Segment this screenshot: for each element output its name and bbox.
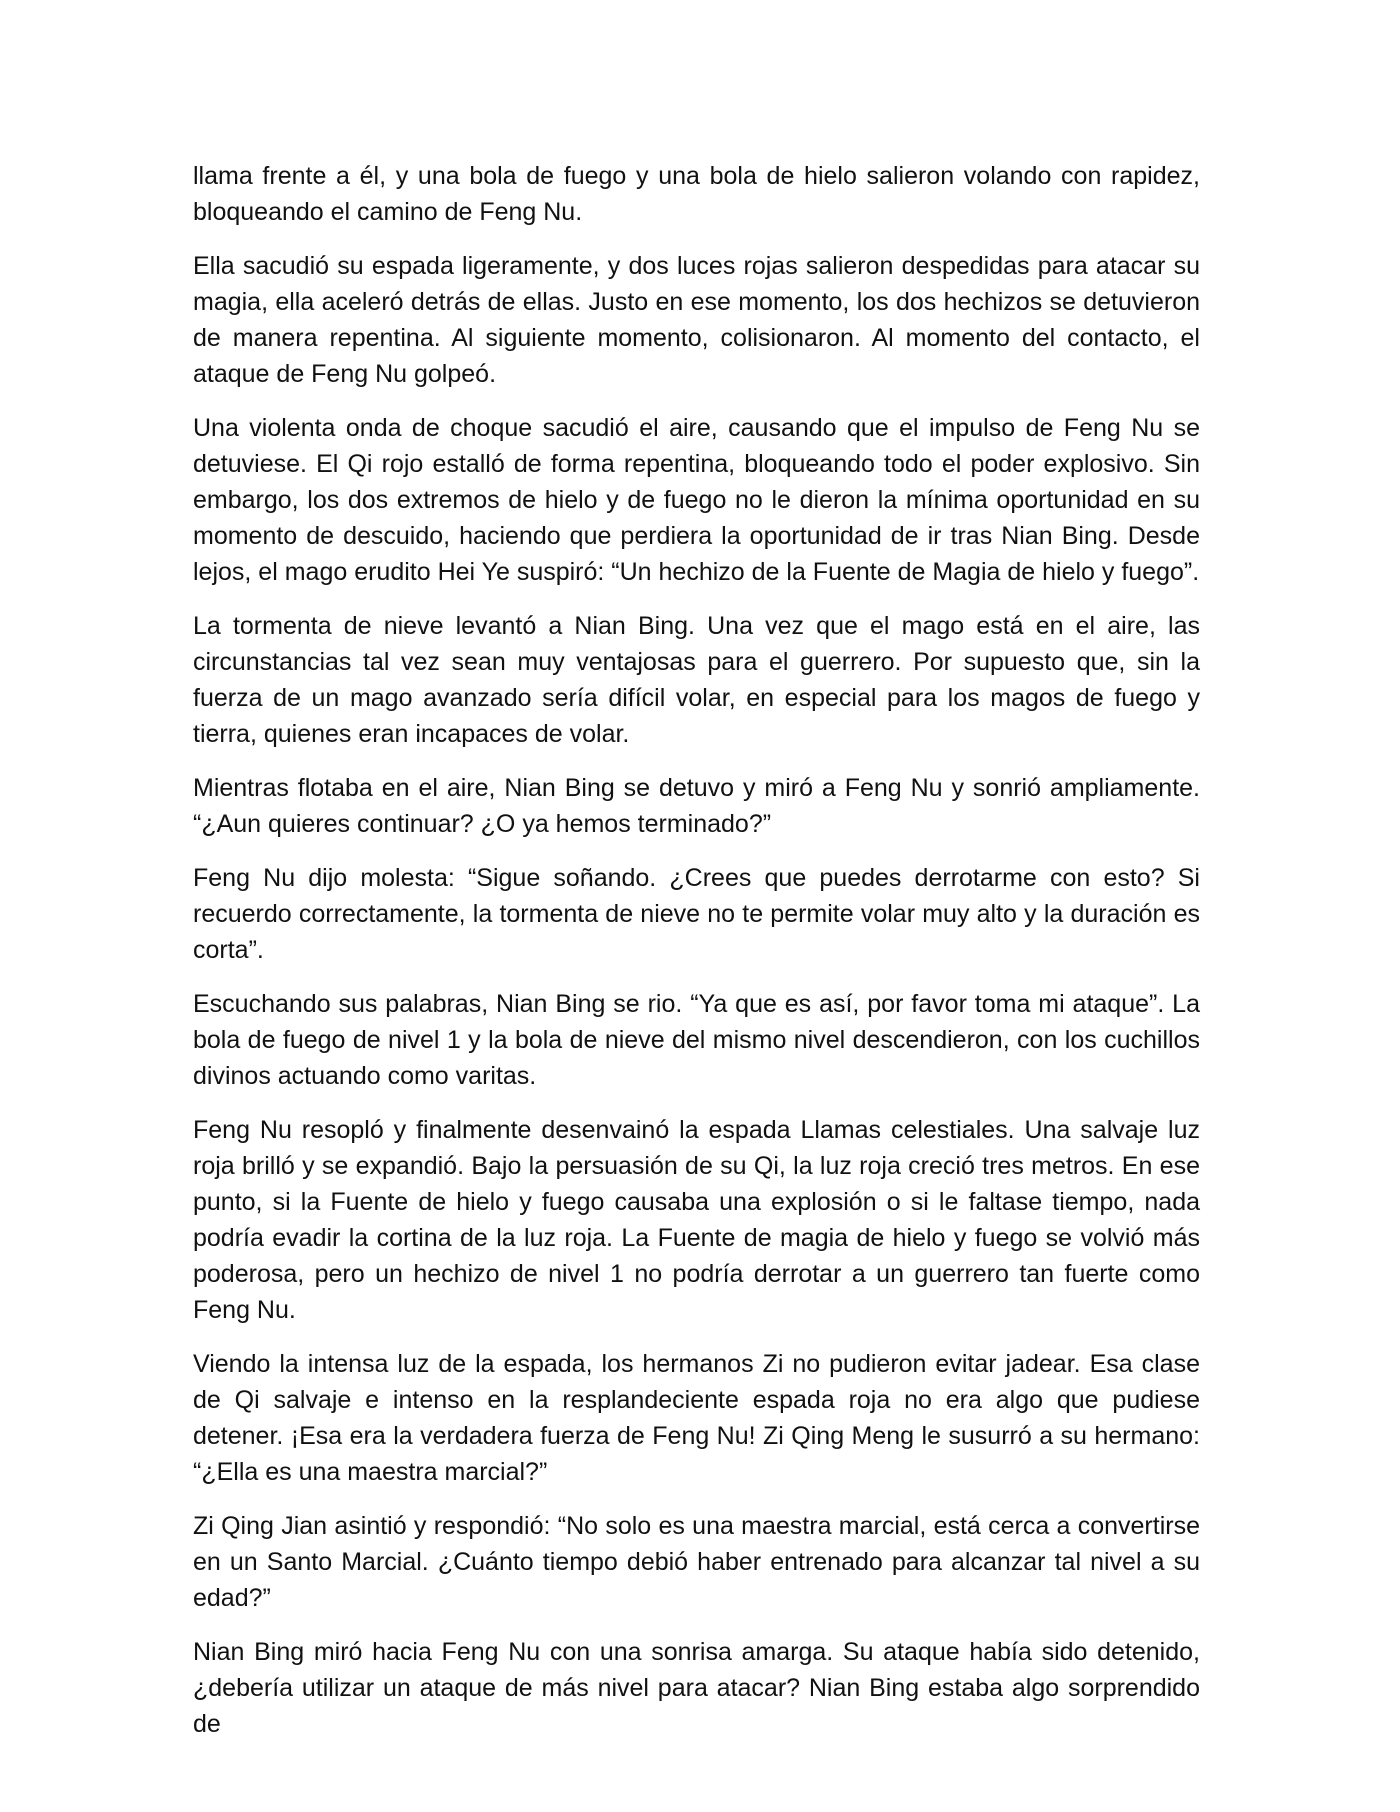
paragraph: Feng Nu resopló y finalmente desenvainó la espada Llamas celestiales. Una salvaje luz roja brilló y se expandió. Bajo la persuasión de su Qi, la luz roja creció tres metros. En ese punto, si la Fuente de hielo y fuego causaba una explosión o si le faltase tiempo, nada podría evadir la cortina de la luz roja. La Fuente de magia de hielo y fuego se volvió más poderosa, pero un hechizo de nivel 1 no podría derrotar a un guerrero tan fuerte como Feng Nu. <box>193 1116 1200 1324</box>
body-text <box>193 158 1200 1760</box>
paragraph: Feng Nu dijo molesta: “Sigue soñando. ¿Crees que puedes derrotarme con esto? Si recuerdo correctamente, la tormenta de nieve no te permite volar muy alto y la duración es corta”. <box>193 864 1200 964</box>
paragraph: Escuchando sus palabras, Nian Bing se rio. “Ya que es así, por favor toma mi ataque”. La bola de fuego de nivel 1 y la bola de nieve del mismo nivel descendieron, con los cuchillos divinos actuando como varitas. <box>193 990 1200 1090</box>
paragraph: Viendo la intensa luz de la espada, los hermanos Zi no pudieron evitar jadear. Esa clase de Qi salvaje e intenso en la resplandeciente espada roja no era algo que pudiese detener. ¡Esa era la verdadera fuerza de Feng Nu! Zi Qing Meng le susurró a su hermano: “¿Ella es una maestra marcial?” <box>193 1350 1200 1486</box>
paragraph: Ella sacudió su espada ligeramente, y dos luces rojas salieron despedidas para atacar su magia, ella aceleró detrás de ellas. Justo en ese momento, los dos hechizos se detuvieron de manera repentina. Al siguiente momento, colisionaron. Al momento del contacto, el ataque de Feng Nu golpeó. <box>193 252 1200 388</box>
paragraph: Mientras flotaba en el aire, Nian Bing se detuvo y miró a Feng Nu y sonrió ampliamente. “¿Aun quieres continuar? ¿O ya hemos terminado?” <box>193 774 1200 838</box>
paragraph: llama frente a él, y una bola de fuego y una bola de hielo salieron volando con rapidez, bloqueando el camino de Feng Nu. <box>193 162 1200 226</box>
paragraph: Zi Qing Jian asintió y respondió: “No solo es una maestra marcial, está cerca a convertirse en un Santo Marcial. ¿Cuánto tiempo debió haber entrenado para alcanzar tal nivel a su edad?” <box>193 1512 1200 1612</box>
paragraph: Una violenta onda de choque sacudió el aire, causando que el impulso de Feng Nu se detuviese. El Qi rojo estalló de forma repentina, bloqueando todo el poder explosivo. Sin embargo, los dos extremos de hielo y de fuego no le dieron la mínima oportunidad en su momento de descuido, haciendo que perdiera la oportunidad de ir tras Nian Bing. Desde lejos, el mago erudito Hei Ye suspiró: “Un hechizo de la Fuente de Magia de hielo y fuego”. <box>193 414 1200 586</box>
paragraph-last: Nian Bing miró hacia Feng Nu con una sonrisa amarga. Su ataque había sido detenido, ¿debería utilizar un ataque de más nivel para atacar? Nian Bing estaba algo sorprendido de <box>193 1638 1200 1738</box>
paragraph: La tormenta de nieve levantó a Nian Bing. Una vez que el mago está en el aire, las circunstancias tal vez sean muy ventajosas para el guerrero. Por supuesto que, sin la fuerza de un mago avanzado sería difícil volar, en especial para los magos de fuego y tierra, quienes eran incapaces de volar. <box>193 612 1200 748</box>
